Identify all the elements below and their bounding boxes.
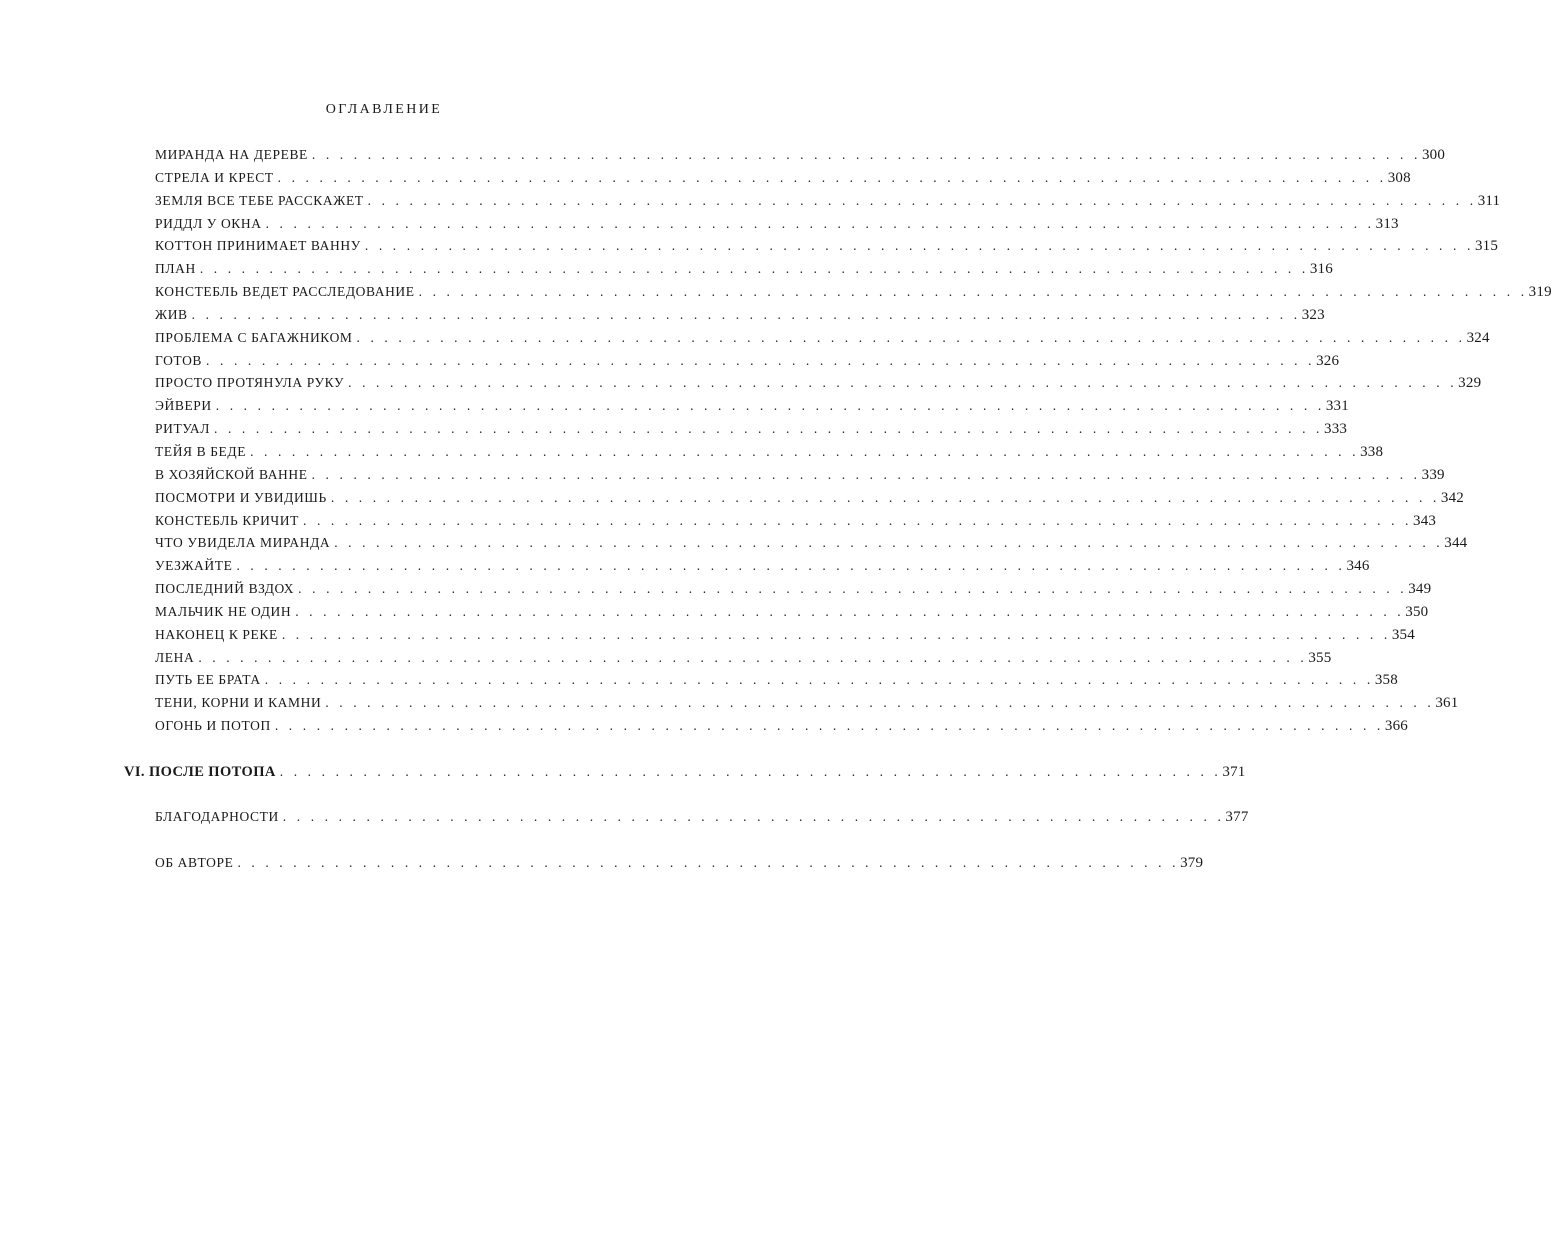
- toc-entry-title: ПРОСТО ПРОТЯНУЛА РУКУ: [155, 375, 345, 391]
- toc-entry[interactable]: [155, 510, 1437, 533]
- toc-entry-page-number: 377: [1225, 809, 1249, 825]
- toc-entry-page-number: 361: [1435, 695, 1459, 712]
- toc-entry-title: ЛЕНА: [155, 649, 195, 665]
- toc-entry-page-number: 324: [1466, 329, 1490, 346]
- toc-entry-title: ГОТОВ: [155, 352, 203, 368]
- toc-entry-page-number: 350: [1405, 603, 1429, 620]
- dot-leader: . . . . . . . . . . . . . . . . . . . . . . . . . . . . . . . . . . . . . . . . . . . . . . . . . . . . . . . . . . . . . . . . . . . . . . . . . . . . . . . .: [348, 375, 1458, 391]
- toc-entry-title: КОНСТЕБЛЬ ВЕДЕТ РАССЛЕДОВАНИЕ: [155, 284, 415, 300]
- toc-entry-title: РИТУАЛ: [155, 421, 210, 437]
- toc-entry-page-number: 344: [1444, 535, 1468, 552]
- toc-entry-title: ПОСЛЕДНИЙ ВЗДОХ: [155, 581, 295, 597]
- toc-entry-title: РИДДЛ У ОКНА: [155, 215, 262, 231]
- toc-entry-title: В ХОЗЯЙСКОЙ ВАННЕ: [155, 466, 308, 482]
- dot-leader: . . . . . . . . . . . . . . . . . . . . . . . . . . . . . . . . . . . . . . . . . . . . . . . . . . . . . . . . . . . . . . . . . . . . . . . . . . . . . . . .: [214, 421, 1324, 437]
- dot-leader: . . . . . . . . . . . . . . . . . . . . . . . . . . . . . . . . . . . . . . . . . . . . . . . . . . . . . . . . . . . . . . . . . . . . . . . . . . . . . . . .: [295, 603, 1405, 619]
- toc-entry-page-number: 339: [1421, 466, 1445, 483]
- dot-leader: . . . . . . . . . . . . . . . . . . . . . . . . . . . . . . . . . . . . . . . . . . . . . . . . . . . . . . . . . . . . . . . . . . . . . . . . . . . . . . . .: [198, 649, 1308, 665]
- toc-entry[interactable]: [155, 692, 1459, 715]
- toc-entry-title: МИРАНДА НА ДЕРЕВЕ: [155, 147, 308, 162]
- toc-entry[interactable]: [155, 144, 1446, 167]
- dot-leader: . . . . . . . . . . . . . . . . . . . . . . . . . . . . . . . . . . . . . . . . . . . . . . . . . . . . . . . . . . . . . . . . . . . . . . . . . . . . . . . .: [418, 284, 1528, 300]
- toc-entry-title: СТРЕЛА И КРЕСТ: [155, 169, 274, 185]
- toc-entry-page-number: 313: [1375, 215, 1399, 232]
- toc-entry[interactable]: [155, 281, 1552, 304]
- dot-leader: . . . . . . . . . . . . . . . . . . . . . . . . . . . . . . . . . . . . . . . . . . . . . . . . . . . . . . . . . . . . . . . . . . . . . . . . . . . . . . . .: [264, 672, 1374, 688]
- toc-entry[interactable]: [155, 167, 1411, 190]
- toc-entry[interactable]: [155, 624, 1415, 647]
- toc-entry-page-number: 354: [1391, 626, 1415, 643]
- toc-entry-page-number: 349: [1408, 581, 1432, 598]
- toc-entry-title: КОТТОН ПРИНИМАЕТ ВАННУ: [155, 238, 361, 254]
- toc-entry-page-number: 343: [1413, 512, 1437, 529]
- toc-entry[interactable]: [155, 350, 1340, 373]
- dot-leader: . . . . . . . . . . . . . . . . . . . . . . . . . . . . . . . . . . . . . . . . . . . . . . . . . . . . . . . . . . . . . . . . . . . . . . . . . . . . . . . .: [356, 329, 1466, 345]
- dot-leader: . . . . . . . . . . . . . . . . . . . . . . . . . . . . . . . . . . . . . . . . . . . . . . . . . . . . . . . . . . . . . . . . . . . . . . . . . . . . . . . .: [277, 169, 1387, 185]
- toc-entry-title: ОБ АВТОРЕ: [155, 855, 234, 870]
- dot-leader: . . . . . . . . . . . . . . . . . . . . . . . . . . . . . . . . . . . . . . . . . . . . . . . . . . . . . . . . . . . . . . . . . . . . . . . . . . . . . . . .: [325, 695, 1435, 711]
- toc-entry-title: ЧТО УВИДЕЛА МИРАНДА: [155, 535, 331, 551]
- toc-entry[interactable]: [155, 418, 1348, 441]
- toc-entry-page-number: 308: [1387, 169, 1411, 186]
- toc-entry-page-number: 315: [1474, 238, 1499, 255]
- dot-leader: . . . . . . . . . . . . . . . . . . . . . . . . . . . . . . . . . . . . . . . . . . . . . . . . . . . . . . . . . . . . . . . . . . . . . . . . . . . . . . . .: [206, 352, 1316, 368]
- dot-leader: . . . . . . . . . . . . . . . . . . . . . . . . . . . . . . . . . . . . . . . . . . . . . . . . . . . . . . . . . . . . . . . . . . . . . . . . . . . . . . . .: [199, 261, 1309, 277]
- toc-entry[interactable]: [155, 647, 1332, 670]
- toc-entry[interactable]: [155, 395, 1349, 418]
- toc-entry[interactable]: [155, 235, 1499, 258]
- toc-entry-page-number: 338: [1360, 443, 1384, 460]
- toc-entry-page-number: 333: [1324, 421, 1348, 438]
- toc-entry-title: ЭЙВЕРИ: [155, 398, 212, 414]
- toc-entry[interactable]: [155, 304, 1325, 327]
- toc-entry-page-number: 379: [1180, 855, 1204, 871]
- toc-entry[interactable]: [155, 532, 1468, 555]
- toc-entry[interactable]: [155, 327, 1490, 350]
- toc-entry[interactable]: [155, 190, 1501, 213]
- toc-entry-part-vi[interactable]: [124, 761, 1246, 784]
- toc-entry[interactable]: [155, 441, 1384, 464]
- toc-entry[interactable]: [155, 669, 1398, 692]
- toc-entry-page-number: 326: [1316, 352, 1340, 369]
- dot-leader: . . . . . . . . . . . . . . . . . . . . . . . . . . . . . . . . . . . . . . . . . . . . . . . . . . . . . . . . . . . . . . . . . . . . . . . . . . . . . . . .: [250, 443, 1360, 459]
- toc-entry-acknowledgements[interactable]: [155, 806, 1249, 829]
- toc-entry-title: ПОСМОТРИ И УВИДИШЬ: [155, 489, 327, 505]
- toc-entry-page-number: 323: [1301, 306, 1325, 323]
- toc-entry-page-number: 331: [1325, 398, 1349, 415]
- toc-entry[interactable]: [155, 487, 1465, 510]
- toc-entry-title: ТЕЙЯ В БЕДЕ: [155, 443, 247, 459]
- dot-leader: . . . . . . . . . . . . . . . . . . . . . . . . . . . . . . . . . . . . . . . . . . . . . . . . . . . . . . . . . . . . . . . . . . . .: [237, 855, 1180, 870]
- toc-entry-page-number: 371: [1222, 764, 1246, 780]
- toc-entry-title: ПЛАН: [155, 261, 196, 277]
- toc-entry[interactable]: [155, 213, 1399, 236]
- toc-entry-title: НАКОНЕЦ К РЕКЕ: [155, 626, 278, 642]
- dot-leader: . . . . . . . . . . . . . . . . . . . . . . . . . . . . . . . . . . . . . . . . . . . . . . . . . . . . . . . . . . . . . . . . . . . . . . . . . . . . . . . .: [303, 512, 1413, 528]
- dot-leader: . . . . . . . . . . . . . . . . . . . . . . . . . . . . . . . . . . . . . . . . . . . . . . . . . . . . . . . . . . . . . . . . . . . . . . . . . . . . . . . .: [367, 192, 1477, 208]
- toc-entry-page-number: 316: [1309, 261, 1333, 278]
- toc-entry-page-number: 355: [1308, 649, 1332, 666]
- toc-entry-title: ОГОНЬ И ПОТОП: [155, 718, 271, 734]
- toc-entry-page-number: 319: [1528, 284, 1552, 301]
- dot-leader: . . . . . . . . . . . . . . . . . . . . . . . . . . . . . . . . . . . . . . . . . . . . . . . . . . . . . . . . . . . . . . . . . . . . . . . . . . . . . . . .: [281, 626, 1391, 642]
- toc-entry-title: УЕЗЖАЙТЕ: [155, 558, 233, 574]
- dot-leader: . . . . . . . . . . . . . . . . . . . . . . . . . . . . . . . . . . . . . . . . . . . . . . . . . . . . . . . . . . . . . . . . . . . . . . . . . . . . . . . .: [330, 489, 1440, 505]
- toc-entry-page-number: 346: [1346, 558, 1370, 575]
- dot-leader: . . . . . . . . . . . . . . . . . . . . . . . . . . . . . . . . . . . . . . . . . . . . . . . . . . . . . . . . . . . . . . . . . . . . . . . . . . . . . . . .: [311, 147, 1421, 162]
- toc-entry[interactable]: [155, 578, 1432, 601]
- toc-entry-page-number: 311: [1477, 192, 1501, 209]
- toc-entry-page-number: 366: [1384, 718, 1408, 735]
- toc-entry[interactable]: [155, 372, 1482, 395]
- page-title: ОГЛАВЛЕНИЕ: [325, 102, 443, 117]
- dot-leader: . . . . . . . . . . . . . . . . . . . . . . . . . . . . . . . . . . . . . . . . . . . . . . . . . . . . . . . . . . . . . . . . . . . . . . . . . . . . . . . .: [298, 581, 1408, 597]
- toc-entry-title: ПУТЬ ЕЕ БРАТА: [155, 672, 261, 688]
- dot-leader: . . . . . . . . . . . . . . . . . . . . . . . . . . . . . . . . . . . . . . . . . . . . . . . . . . . . . . . . . . . . . . . . . . . . . . . . . . . . . . . .: [364, 238, 1474, 254]
- toc-entry-page-number: 329: [1458, 375, 1482, 392]
- dot-leader: . . . . . . . . . . . . . . . . . . . . . . . . . . . . . . . . . . . . . . . . . . . . . . . . . . . . . . . . . . . . . . . . . . . . . . . . . . . . . . . .: [334, 535, 1444, 551]
- dot-leader: . . . . . . . . . . . . . . . . . . . . . . . . . . . . . . . . . . . . . . . . . . . . . . . . . . . . . . . . . . . . . . . . . . . . . . . . . . . . . . . .: [274, 718, 1384, 734]
- toc-entry-title: МАЛЬЧИК НЕ ОДИН: [155, 603, 292, 619]
- toc-entry[interactable]: [155, 555, 1370, 578]
- toc-entry-title: КОНСТЕБЛЬ КРИЧИТ: [155, 512, 299, 528]
- toc-entry[interactable]: [155, 258, 1333, 281]
- toc-entry-page-number: 300: [1421, 147, 1446, 163]
- toc-entry-title: ЗЕМЛЯ ВСЕ ТЕБЕ РАССКАЖЕТ: [155, 192, 364, 208]
- toc-entry-title: ЖИВ: [155, 306, 188, 322]
- dot-leader: . . . . . . . . . . . . . . . . . . . . . . . . . . . . . . . . . . . . . . . . . . . . . . . . . . . . . . . . . . . . . . . . . . . . . . . . . . . . . . . .: [215, 398, 1325, 414]
- dot-leader: . . . . . . . . . . . . . . . . . . . . . . . . . . . . . . . . . . . . . . . . . . . . . . . . . . . . . . . . . . . . . . . . . . . . . . . . . . . . . . . .: [311, 466, 1421, 482]
- toc-entry-title: VI. ПОСЛЕ ПОТОПА: [124, 764, 276, 780]
- toc-entry[interactable]: [155, 601, 1429, 624]
- toc-entry-title: ПРОБЛЕМА С БАГАЖНИКОМ: [155, 329, 353, 345]
- toc-entry-page-number: 358: [1374, 672, 1398, 689]
- toc-entry[interactable]: [155, 715, 1408, 738]
- dot-leader: . . . . . . . . . . . . . . . . . . . . . . . . . . . . . . . . . . . . . . . . . . . . . . . . . . . . . . . . . . . . . . . . . . . . . . . . . . . . . . . .: [265, 215, 1375, 231]
- toc-entry-title: БЛАГОДАРНОСТИ: [155, 809, 279, 824]
- dot-leader: . . . . . . . . . . . . . . . . . . . . . . . . . . . . . . . . . . . . . . . . . . . . . . . . . . . . . . . . . . . . . . . . . . . .: [282, 809, 1225, 824]
- table-of-contents: [155, 144, 1552, 738]
- dot-leader: . . . . . . . . . . . . . . . . . . . . . . . . . . . . . . . . . . . . . . . . . . . . . . . . . . . . . . . . . . . . . . . . . . . . . . . . . . . . . . . .: [191, 306, 1301, 322]
- toc-entry[interactable]: [155, 464, 1445, 487]
- dot-leader: . . . . . . . . . . . . . . . . . . . . . . . . . . . . . . . . . . . . . . . . . . . . . . . . . . . . . . . . . . . . . . . . . . . .: [279, 764, 1222, 779]
- toc-entry-about-author[interactable]: [155, 852, 1204, 875]
- toc-entry-title: ТЕНИ, КОРНИ И КАМНИ: [155, 695, 322, 711]
- toc-entry-page-number: 342: [1440, 489, 1465, 506]
- dot-leader: . . . . . . . . . . . . . . . . . . . . . . . . . . . . . . . . . . . . . . . . . . . . . . . . . . . . . . . . . . . . . . . . . . . . . . . . . . . . . . . .: [236, 558, 1346, 574]
